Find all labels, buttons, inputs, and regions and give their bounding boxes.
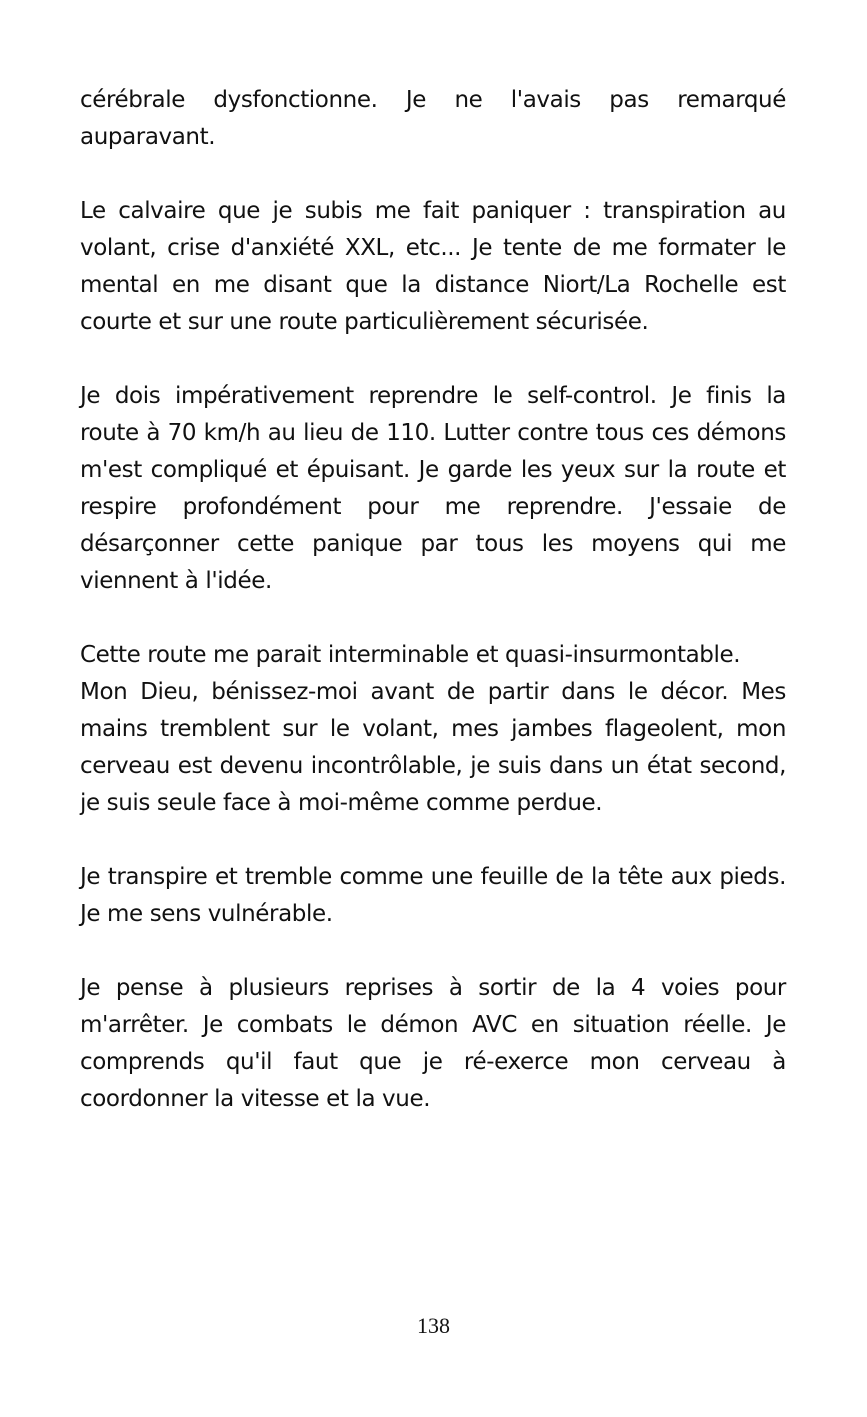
paragraph: Cette route me parait interminable et quasi-insurmontable. <box>80 642 741 668</box>
paragraph: Mon Dieu, bénissez-moi avant de partir dans le décor. Mes mains tremblent sur le volant, mes jambes flageolent, mon cerveau est devenu incontrôlable, je suis dans un état second, je suis seule face à moi-même comme perdue. <box>80 679 786 816</box>
paragraph: Le calvaire que je subis me fait paniquer : transpiration au volant, crise d'anxiété XXL, etc... Je tente de me formater le mental en me disant que la distance Niort/La Rochelle est courte et sur une route particulièrement sécurisée. <box>80 198 786 335</box>
paragraph: Je dois impérativement reprendre le self-control. Je finis la route à 70 km/h au lieu de 110. Lutter contre tous ces démons m'est compliqué et épuisant. Je garde les yeux sur la route et respire profondément pour me reprendre. J'essaie de désarçonner cette panique par tous les moyens qui me viennent à l'idée. <box>80 383 786 594</box>
page-number: 138 <box>417 1313 450 1338</box>
paragraph: cérébrale dysfonctionne. Je ne l'avais pas remarqué auparavant. <box>80 87 786 150</box>
paragraph: Je transpire et tremble comme une feuille de la tête aux pieds. Je me sens vulnérable. <box>80 864 786 927</box>
paragraph: Je pense à plusieurs reprises à sortir de la 4 voies pour m'arrêter. Je combats le démon AVC en situation réelle. Je comprends qu'il faut que je ré-exerce mon cerveau à coordonner la vitesse et la vue. <box>80 975 786 1112</box>
body-text <box>80 82 786 1155</box>
